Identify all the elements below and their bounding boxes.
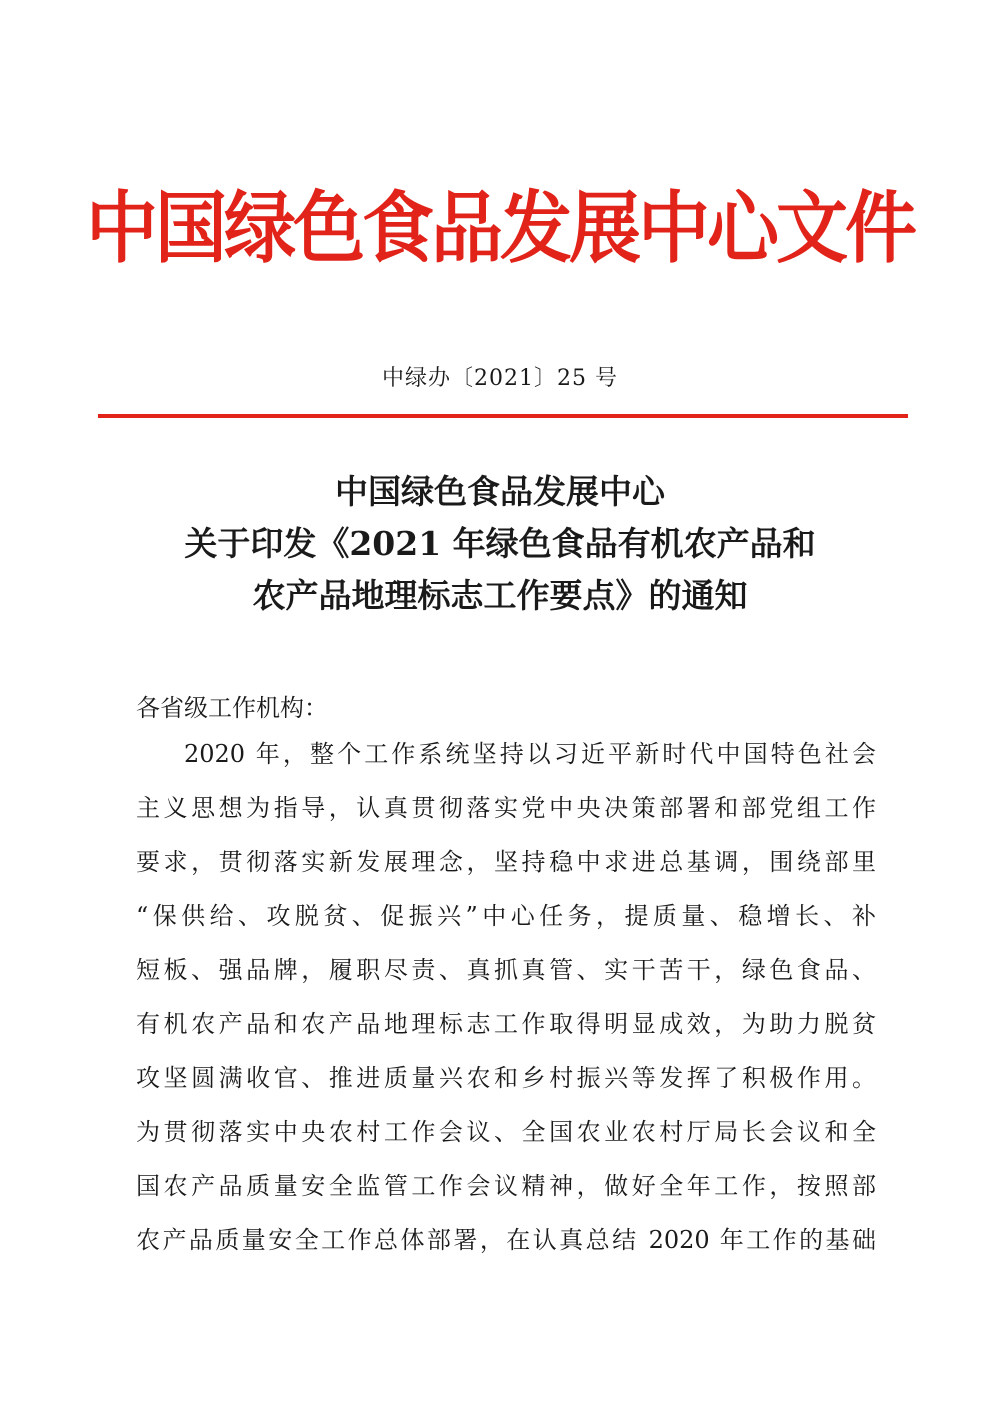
issuer-masthead: 中国绿色食品发展中心文件 — [85, 182, 914, 274]
body-line: 要求，贯彻落实新发展理念，坚持稳中求进总基调，围绕部里 — [136, 848, 876, 876]
body-line: “保供给、攻脱贫、促振兴”中心任务，提质量、稳增长、补 — [136, 902, 876, 930]
body-line: 为贯彻落实中央农村工作会议、全国农业农村厅局长会议和全 — [136, 1118, 876, 1146]
body-line: 有机农产品和农产品地理标志工作取得明显成效，为助力脱贫 — [136, 1010, 876, 1038]
body-line: 2020 年，整个工作系统坚持以习近平新时代中国特色社会 — [184, 740, 876, 768]
document-number: 中绿办〔2021〕25 号 — [382, 366, 618, 391]
red-divider-line — [98, 414, 908, 418]
title-line: 关于印发《2021 年绿色食品有机农产品和 — [184, 524, 816, 563]
title-line: 中国绿色食品发展中心 — [335, 472, 665, 511]
title-line: 农产品地理标志工作要点》的通知 — [252, 576, 748, 615]
document-title — [0, 466, 1000, 622]
body-line: 短板、强品牌，履职尽责、真抓真管、实干苦干，绿色食品、 — [136, 956, 876, 984]
body-line: 农产品质量安全工作总体部署，在认真总结 2020 年工作的基础 — [136, 1226, 876, 1254]
body-line: 攻坚圆满收官、推进质量兴农和乡村振兴等发挥了积极作用。 — [136, 1064, 876, 1092]
salutation: 各省级工作机构： — [136, 694, 328, 722]
body-line: 主义思想为指导，认真贯彻落实党中央决策部署和部党组工作 — [136, 794, 876, 822]
body-paragraph — [136, 734, 876, 1274]
body-line: 国农产品质量安全监管工作会议精神，做好全年工作，按照部 — [136, 1172, 876, 1200]
